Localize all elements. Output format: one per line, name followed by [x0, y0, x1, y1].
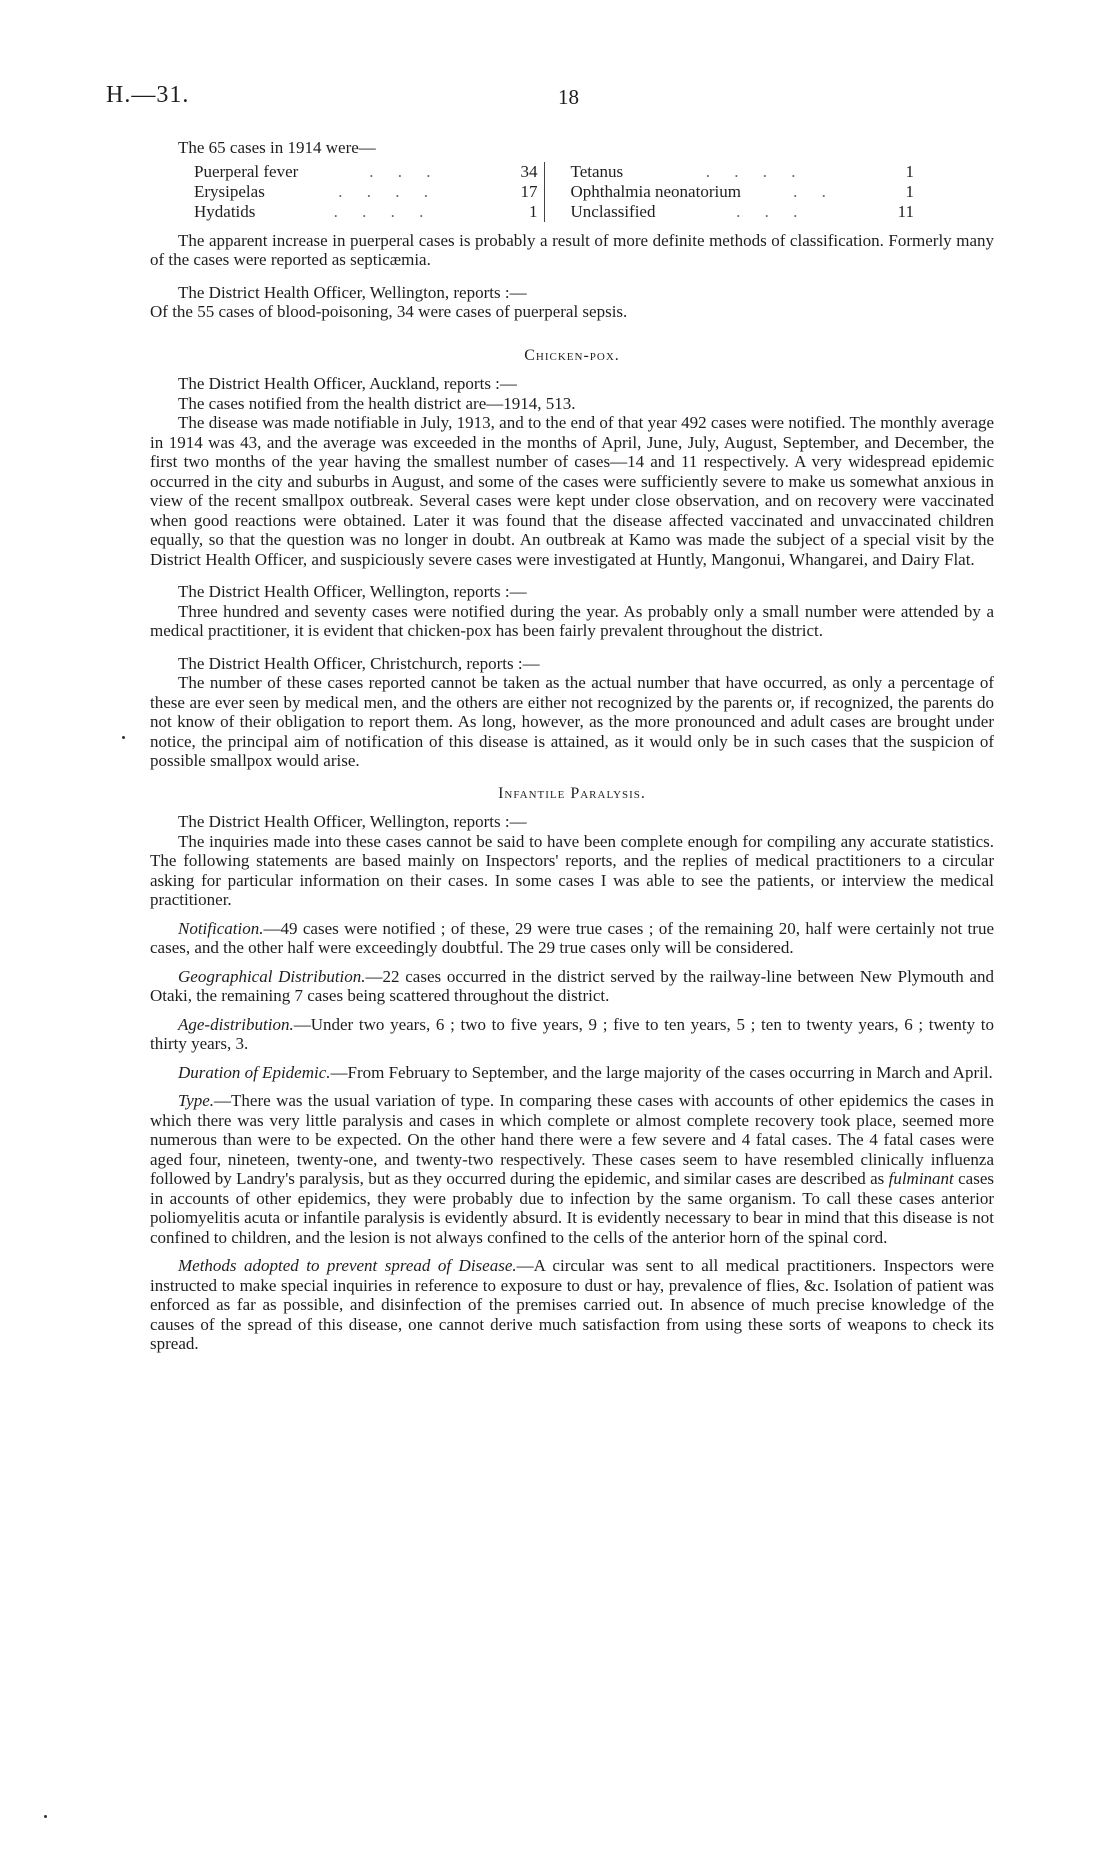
case-count: 1 — [529, 201, 538, 221]
type-label: Type. — [178, 1091, 215, 1110]
type-text-2: cases in accounts of other epidemics, they were probably due to infection by the same organism. To call these cases anterior poliomyelitis acuta or infantile paralysis is evidently absurd. It is evidently necessary to bear in mind that this disease is not confined to children, and the lesion is not always confined to the cells of the anterior horn of the spinal cord. — [150, 1169, 994, 1247]
case-name: Tetanus — [570, 161, 624, 181]
leader-dots: . . . . — [338, 181, 439, 201]
wellington-chickenpox-heading: The District Health Officer, Wellington, reports :— — [178, 582, 527, 601]
methods-text: —A circular was sent to all medical practitioners. Inspectors were instructed to make special inquiries in reference to exposure to dust or hay, prevalence of flies, &c. Isolation of patient was enforced as far as possible, and disinfection of the premises carried out. In absence of much precise knowledge of the causes of the spread of this disease, one cannot derive much satisfaction from using these sorts of weapons to check its spread. — [150, 1256, 995, 1353]
case-name: Unclassified — [570, 201, 656, 221]
paper-speck — [122, 736, 125, 739]
case-name: Hydatids — [194, 201, 256, 221]
type-italic-term: fulminant — [888, 1169, 954, 1188]
auckland-cases-line: The cases notified from the health district are—1914, 513. — [178, 393, 576, 413]
cases-column-right — [544, 162, 915, 222]
case-row — [194, 202, 538, 222]
methods-label: Methods adopted to prevent spread of Disease. — [178, 1256, 517, 1275]
geographical-paragraph — [150, 967, 994, 1006]
notification-text: —49 cases were notified ; of these, 29 were true cases ; of the remaining 20, half were certainly not true cases, and the other half were exceedingly doubtful. The 29 true cases only will be considered. — [150, 918, 994, 957]
notification-paragraph — [150, 919, 994, 958]
leader-dots: . . — [793, 181, 836, 201]
section-title-infantile-paralysis: Infantile Paralysis. — [498, 784, 646, 802]
auckland-report-heading: The District Health Officer, Auckland, reports :— — [178, 374, 517, 393]
case-row — [571, 162, 915, 182]
case-name: Ophthalmia neonatorium — [570, 181, 741, 201]
cases-intro: The 65 cases in 1914 were— — [178, 138, 376, 157]
infantile-report-heading: The District Health Officer, Wellington, reports :— — [178, 812, 527, 831]
leader-dots: . . . . — [705, 161, 806, 181]
page-body — [150, 138, 994, 1354]
age-distribution-label: Age-distribution. — [178, 1014, 294, 1034]
leader-dots: . . . — [369, 161, 441, 181]
age-distribution-paragraph — [150, 1015, 994, 1054]
section-title-chickenpox: Chicken-pox. — [524, 346, 620, 364]
duration-text: —From February to September, and the large majority of the cases occurring in March and April. — [330, 1062, 993, 1082]
leader-dots: . . . — [736, 201, 808, 221]
cases-table — [194, 162, 914, 222]
page-header — [106, 82, 1008, 116]
infantile-intro: The inquiries made into these cases cannot be said to have been complete enough for compiling any accurate statistics. The following statements are based mainly on Inspectors' reports, and the replies of medical practitioners to a circular asking for particular information on their cases. In some cases I was able to see the patients, or interview the medical practitioner. — [150, 831, 994, 909]
auckland-report-text: The disease was made notifiable in July, 1913, and to the end of that year 492 cases were notified. The monthly average in 1914 was 43, and the average was exceeded in the months of April, June, July, August, September, and December, the first two months of the year having the smallest number of cases—14 and 11 respectively. A very widespread epidemic occurred in the city and suburbs in August, and some of the cases were sufficiently severe to make us somewhat anxious in view of the recent smallpox outbreak. Several cases were kept under close observation, and on recovery were vaccinated when good reactions were obtained. Later it was found that the disease affected vaccinated and unvaccinated children equally, so that the question was no longer in doubt. An outbreak at Kamo was made the subject of a special visit by the District Health Officer, and suspiciously severe cases were investigated at Huntly, Mangonui, Whangarei, and Dairy Flat. — [150, 413, 994, 569]
case-count: 17 — [520, 181, 538, 201]
case-name: Puerperal fever — [194, 161, 299, 181]
page-number: 18 — [558, 85, 579, 109]
cases-column-left — [194, 162, 538, 222]
notification-label: Notification. — [178, 918, 264, 938]
methods-paragraph — [150, 1256, 994, 1354]
case-name: Erysipelas — [194, 181, 265, 201]
geographical-text: —22 cases occurred in the district served by the railway-line between New Plymouth and Otaki, the remaining 7 cases being scattered throughout the district. — [150, 966, 995, 1005]
type-text-1: —There was the usual variation of type. In comparing these cases with accounts of other epidemics the cases in which there was very little paralysis and cases in which complete or almost complete recovery took place, seemed more numerous than were to be expected. On the other hand there were a few severe and 4 fatal cases. The 4 fatal cases were aged four, nineteen, twenty-one, and twenty-two respectively. These cases seem to have resembled clinically influenza followed by Landry's paralysis, but as they occurred during the epidemic, and similar cases are described as — [150, 1091, 994, 1188]
paper-speck — [44, 1815, 47, 1818]
wellington-report-text: Of the 55 cases of blood-poisoning, 34 were cases of puerperal sepsis. — [150, 302, 628, 321]
document-id: H.—31. — [106, 82, 190, 108]
case-row — [571, 202, 915, 222]
puerperal-note: The apparent increase in puerperal cases is probably a result of more definite methods of classification. Formerly many of the cases were reported as septicæmia. — [150, 230, 994, 269]
case-row — [194, 182, 538, 202]
case-count: 1 — [905, 161, 914, 181]
duration-label: Duration of Epidemic. — [178, 1062, 331, 1082]
christchurch-report-heading: The District Health Officer, Christchurch, reports :— — [178, 653, 540, 673]
wellington-report-heading: The District Health Officer, Wellington, reports :— — [178, 282, 527, 302]
case-count: 11 — [897, 201, 914, 221]
case-count: 1 — [905, 181, 914, 201]
case-row — [194, 162, 538, 182]
wellington-chickenpox-text: Three hundred and seventy cases were notified during the year. As probably only a small number were attended by a medical practitioner, it is evident that chicken-pox has been fairly prevalent throughout the district. — [150, 601, 994, 640]
type-paragraph — [150, 1091, 994, 1247]
case-row — [571, 182, 915, 202]
age-distribution-text: —Under two years, 6 ; two to five years, 9 ; five to ten years, 5 ; ten to twenty years, 6 ; twenty to thirty years, 3. — [150, 1014, 994, 1053]
duration-paragraph — [150, 1063, 994, 1083]
leader-dots: . . . . — [333, 201, 434, 221]
geographical-label: Geographical Distribution. — [178, 966, 366, 986]
case-count: 34 — [520, 161, 538, 181]
christchurch-report-text: The number of these cases reported cannot be taken as the actual number that have occurred, as only a percentage of these are ever seen by medical men, and the others are either not recognized by the parents or, if recognized, the parents do not know of their obligation to report them. As long, however, as the more pronounced and adult cases are brought under notice, the principal aim of notification of this disease is attained, as it would only be in such cases that the suspicion of possible smallpox would arise. — [150, 673, 994, 770]
